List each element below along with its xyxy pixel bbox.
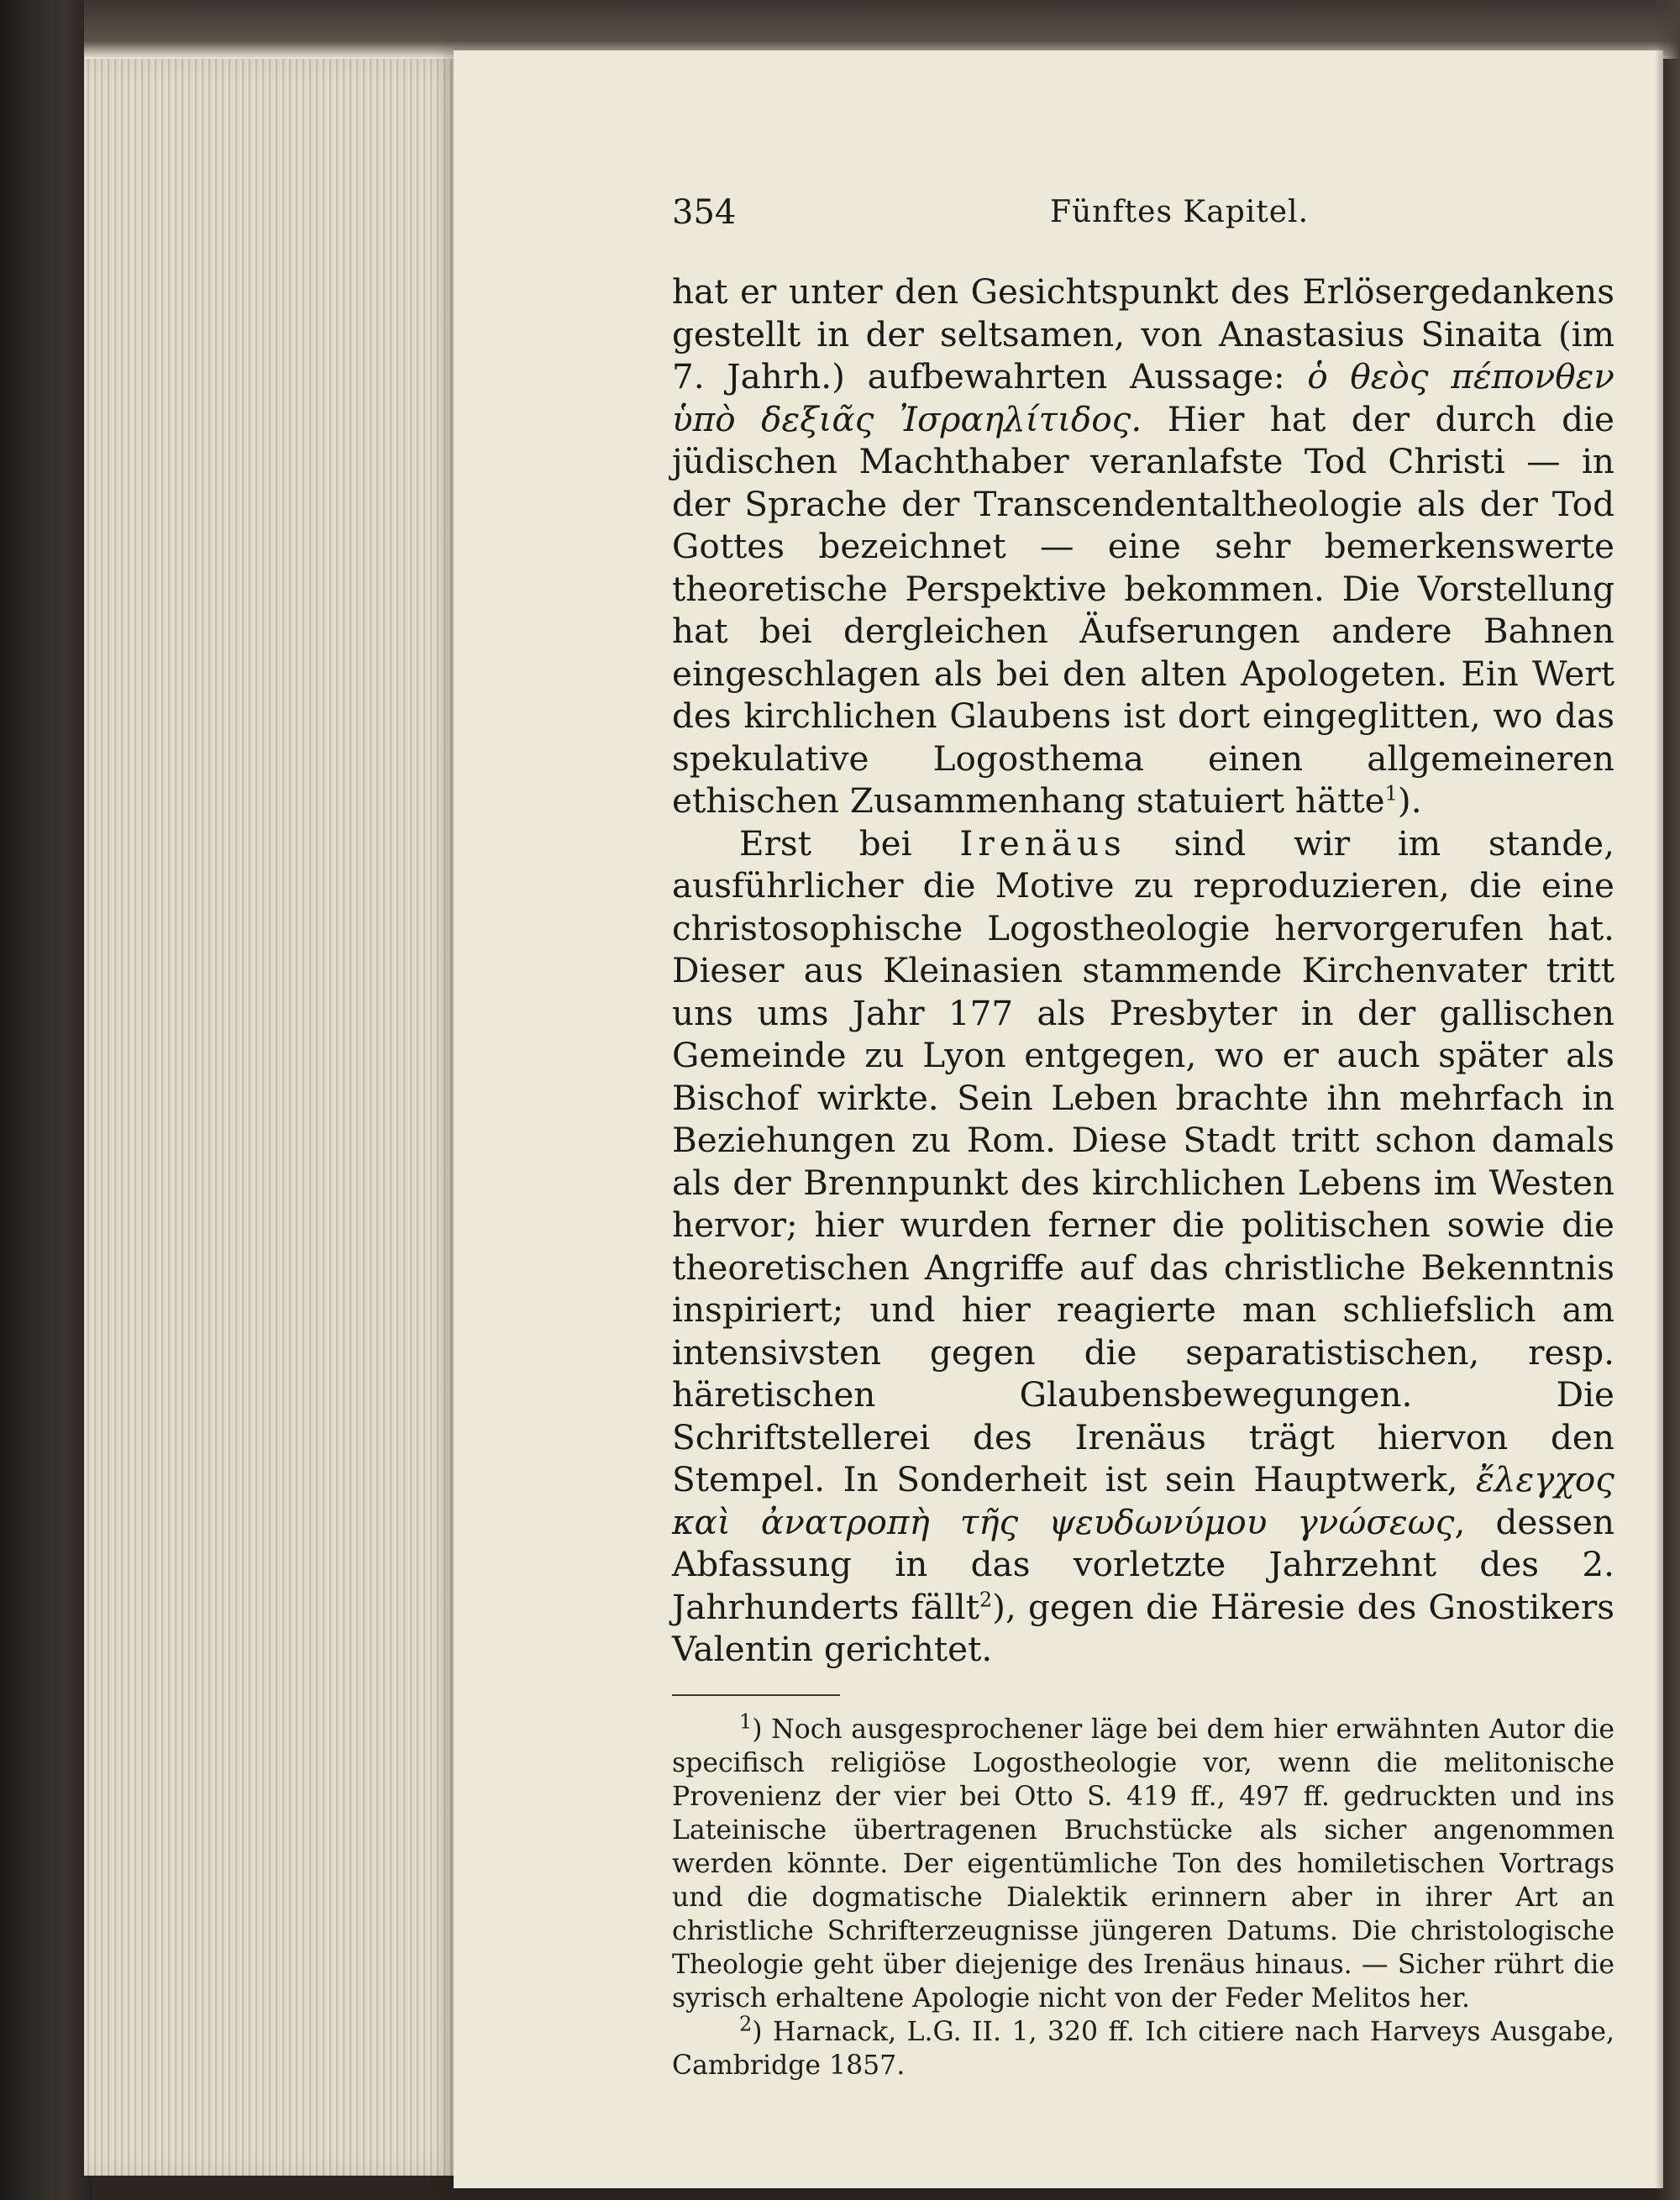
p2-end: ), gegen die Häresie des Gnostikers Valentin gerichtet.: [672, 1586, 1614, 1669]
footnote-1-text: ) Noch ausgesprochener läge bei dem hier erwähnten Autor die specifisch religiöse Logostheologie vor, wenn die melitonische Provenienz der vier bei Otto S. 419 ff., 497 ff. gedruckten und ins Lateinische übertragenen Bruchstücke als sicher angenommen werden könnte. Der eigentümliche Ton des homiletischen Vortrags und die dogmatische Dialektik erinnern aber in ihrer Art an christliche Schrifterzeugnisse jüngeren Datums. Die christologische Theologie geht über diejenige des Irenäus hinaus. — Sicher rührt die syrisch erhaltene Apologie nicht von der Feder Melitos her.: [672, 1714, 1614, 2014]
footnotes: [672, 1709, 1614, 2082]
paragraph-1: [672, 270, 1614, 822]
paragraph-2: [672, 822, 1614, 1671]
p2-start: Erst bei: [739, 822, 960, 864]
footnote-2-text: ) Harnack, L.G. II. 1, 320 ff. Ich citiere nach Harveys Ausgabe, Cambridge 1857.: [672, 2016, 1614, 2081]
p1-greek-quote: ὁ θεὸς πέπονθεν ὑπὸ δεξιᾶς Ἰσραηλίτιδος.: [672, 356, 1614, 439]
footnote-1-marker: 1: [739, 1709, 753, 1733]
text-column: [672, 176, 1614, 2082]
book-spine: [0, 0, 92, 2200]
page-header: [672, 176, 1614, 235]
footnote-2-marker: 2: [739, 2012, 753, 2035]
p2-text-b: , dessen Abfassung in das vorletzte Jahrzehnt des 2. Jahrhunderts fällt: [672, 1501, 1614, 1627]
footnote-ref-2: 2: [979, 1588, 993, 1611]
body-text: [672, 270, 1614, 1671]
running-head: Fünftes Kapitel.: [1050, 195, 1310, 229]
page-number: 354: [672, 193, 737, 232]
p1-end: ).: [1397, 780, 1422, 821]
p2-text-a: sind wir im stande, ausführlicher die Motive zu reproduzieren, die eine christosophische Logostheologie hervorgerufen hat. Dieser aus Kleinasien stammende Kirchenvater tritt uns ums Jahr 177 als Presbyter in der gallischen Gemeinde zu Lyon entgegen, wo er auch später als Bischof wirkte. Sein Leben brachte ihn mehrfach in Beziehungen zu Rom. Diese Stadt tritt schon damals als der Brennpunkt des kirchlichen Lebens im Westen hervor; hier wurden ferner die politischen sowie die theoretischen Angriffe auf das christliche Bekenntnis inspiriert; und hier reagierte man schliefslich am intensivsten gegen die separatistischen, resp. häretischen Glaubensbewegungen. Die Schriftstellerei des Irenäus trägt hiervon den Stempel. In Sonderheit ist sein Hauptwerk,: [672, 822, 1614, 1499]
footnote-divider: [672, 1694, 840, 1696]
p1-text-b: Hier hat der durch die jüdischen Machthaber veranlafste Tod Christi — in der Sprache der Transcendentaltheologie als der Tod Gottes bezeichnet — eine sehr bemerkenswerte theoretische Perspektive bekommen. Die Vorstellung hat bei dergleichen Äufserungen andere Bahnen eingeschlagen als bei den alten Apologeten. Ein Wert des kirchlichen Glaubens ist dort eingeglitten, wo das spekulative Logosthema einen allgemeineren ethischen Zusammenhang statuiert hätte: [672, 398, 1614, 821]
footnote-2: [672, 2012, 1614, 2082]
p2-greek-title: ἔλεγχος καὶ ἀνατροπὴ τῆς ψευδωνύμου γνώσεως: [672, 1459, 1614, 1542]
page-stack-edges: [84, 59, 470, 2176]
page-right-shadow: [1655, 0, 1680, 2200]
p2-name-spaced: Irenäus: [959, 822, 1126, 864]
p1-text-a: hat er unter den Gesichtspunkt des Erlösergedankens gestellt in der seltsamen, von Anastasius Sinaita (im 7. Jahrh.) aufbewahrten Aussage:: [672, 271, 1614, 396]
footnote-ref-1: 1: [1384, 781, 1398, 806]
footnote-1: [672, 1709, 1614, 2015]
